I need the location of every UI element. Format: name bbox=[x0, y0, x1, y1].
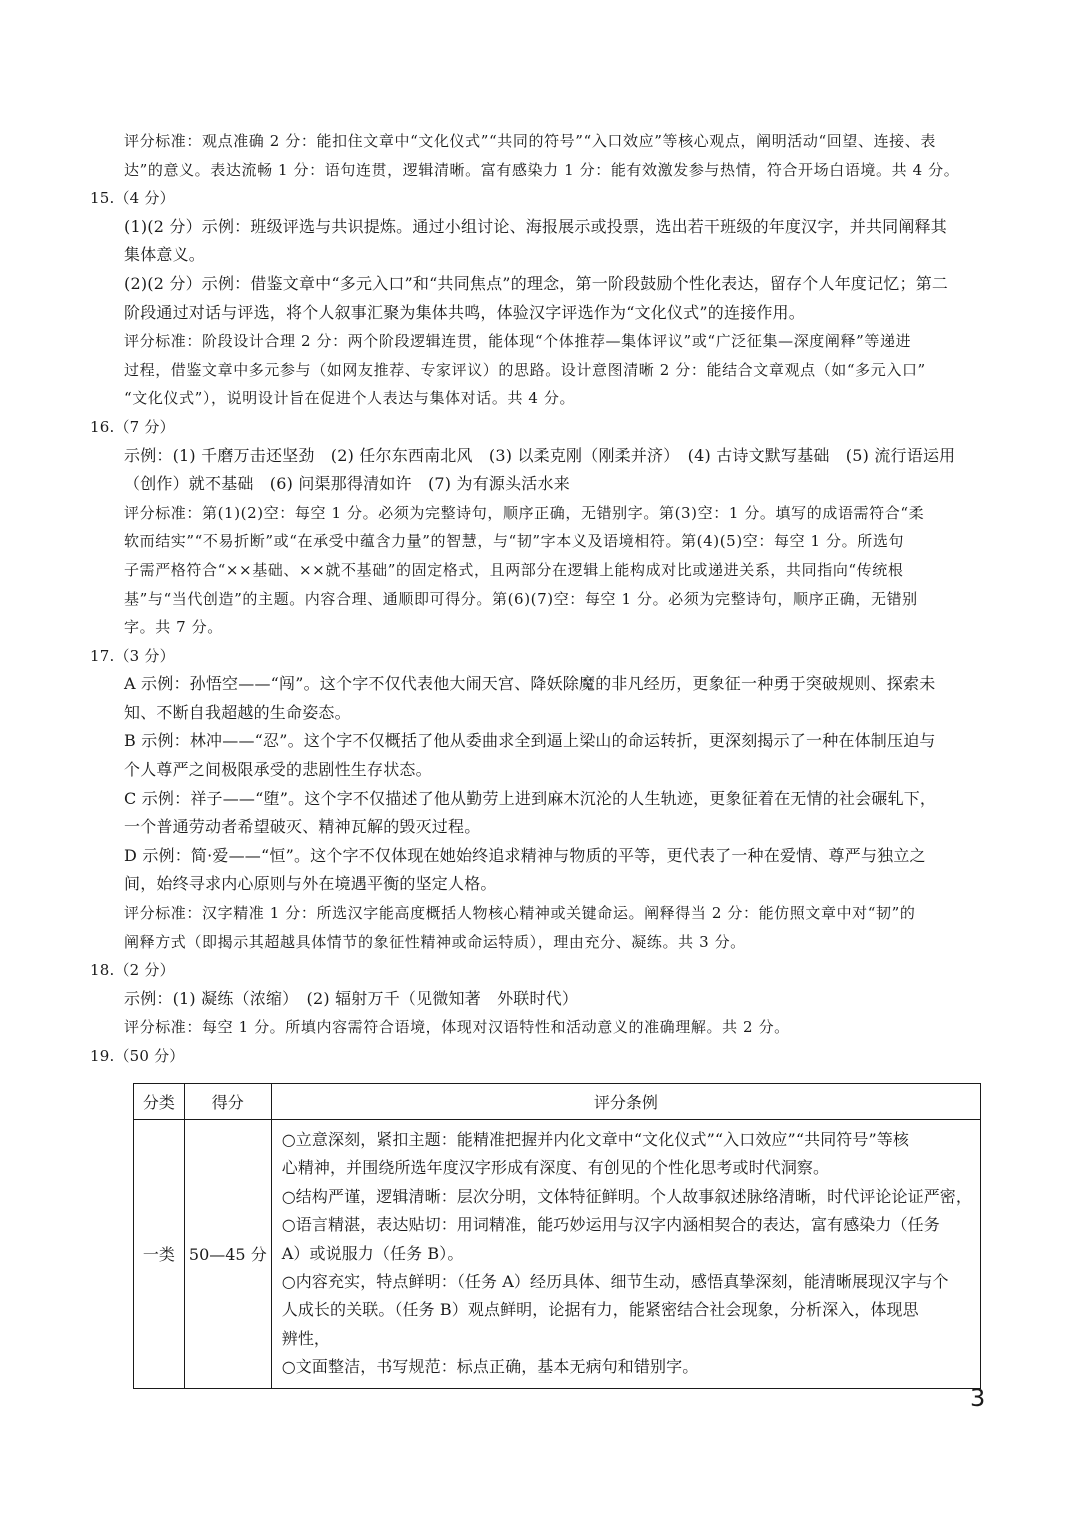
q17-example-d-line2: 间，始终寻求内心原则与外在境遇平衡的坚定人格。 bbox=[124, 874, 497, 894]
q15-part2-example: (2)(2 分）示例：借鉴文章中“多元入口”和“共同焦点”的理念，第一阶段鼓励个性化表达，留存个人年度记忆；第二 bbox=[124, 273, 949, 293]
q16-scoring-standard-line5: 字。共 7 分。 bbox=[124, 618, 223, 637]
essay-rubric-table bbox=[133, 1083, 981, 1389]
rubric-header-row bbox=[134, 1084, 981, 1120]
rubric-criterion-line: ○语言精湛，表达贴切：用词精准，能巧妙运用与汉字内涵相契合的表达，富有感染力（任务 bbox=[281, 1215, 940, 1235]
rubric-header-category: 分类 bbox=[134, 1084, 185, 1120]
q17-example-c-line1: C 示例：祥子——“堕”。这个字不仅描述了他从勤劳上进到麻木沉沦的人生轨迹，更象征着在无情的社会碾轧下， bbox=[124, 788, 937, 808]
q16-heading: 16.（7 分） bbox=[90, 417, 175, 436]
q16-example-line1: 示例：(1) 千磨万击还坚劲 (2) 任尔东西南北风 (3) 以柔克刚（刚柔并济） (4) 古诗文默写基础 (5) 流行语运用 bbox=[124, 445, 956, 465]
q17-example-c-line2: 一个普通劳动者希望破灭、精神瓦解的毁灭过程。 bbox=[124, 817, 481, 837]
q14-scoring-standard-line1: 评分标准：观点准确 2 分：能扣住文章中“文化仪式”“共同的符号”“入口效应”等核心观点，阐明活动“回望、连接、表 bbox=[124, 132, 936, 150]
q18-scoring-standard: 评分标准：每空 1 分。所填内容需符合语境，体现对汉语特性和活动意义的准确理解。共 2 分。 bbox=[124, 1018, 790, 1037]
q17-example-d-line1: D 示例：简·爱——“恒”。这个字不仅体现在她始终追求精神与物质的平等，更代表了一种在爱情、尊严与独立之 bbox=[124, 845, 926, 865]
rubric-score-cell: 50—45 分 bbox=[184, 1120, 271, 1389]
rubric-criterion-line: A）或说服力（任务 B）。 bbox=[281, 1243, 464, 1263]
q16-scoring-standard-line1: 评分标准：第(1)(2)空：每空 1 分。必须为完整诗句，顺序正确，无错别字。第(3)空：1 分。填写的成语需符合“柔 bbox=[124, 503, 925, 522]
q17-scoring-standard-line1: 评分标准：汉字精准 1 分：所选汉字能高度概括人物核心精神或关键命运。阐释得当 2 分：能仿照文章中对“韧”的 bbox=[124, 904, 916, 923]
q15-scoring-standard-line2: 过程，借鉴文章中多元参与（如网友推荐、专家评议）的思路。设计意图清晰 2 分：能结合文章观点（如“多元入口” bbox=[124, 360, 926, 379]
q16-scoring-standard-line2: 软而结实”“不易折断”或“在承受中蕴含力量”的智慧，与“韧”字本义及语境相符。第(4)(5)空：每空 1 分。所选句 bbox=[124, 532, 905, 551]
page-number: 3 bbox=[970, 1384, 986, 1412]
q17-heading: 17.（3 分） bbox=[90, 646, 175, 665]
q16-scoring-standard-line3: 子需严格符合“××基础、××就不基础”的固定格式，且两部分在逻辑上能构成对比或递进关系，共同指向“传统根 bbox=[124, 560, 904, 579]
q15-part1-example: (1)(2 分）示例：班级评选与共识提炼。通过小组讨论、海报展示或投票，选出若干班级的年度汉字，并共同阐释其 bbox=[124, 216, 947, 236]
q18-example: 示例：(1) 凝练（浓缩） (2) 辐射万千（见微知著 外联时代） bbox=[124, 988, 579, 1008]
q14-scoring-standard-line2: 达”的意义。表达流畅 1 分：语句连贯，逻辑清晰。富有感染力 1 分：能有效激发参与热情，符合开场白语境。共 4 分。 bbox=[124, 160, 960, 179]
q17-example-a-line2: 知、不断自我超越的生命姿态。 bbox=[124, 702, 351, 722]
rubric-header-score: 得分 bbox=[184, 1084, 271, 1120]
q15-scoring-standard-line1: 评分标准：阶段设计合理 2 分：两个阶段逻辑连贯，能体现“个体推荐—集体评议”或“广泛征集—深度阐释”等递进 bbox=[124, 332, 912, 351]
rubric-criterion-line: ○立意深刻，紧扣主题：能精准把握并内化文章中“文化仪式”“入口效应”“共同符号”等核 bbox=[281, 1130, 909, 1149]
rubric-criteria-cell bbox=[271, 1120, 980, 1389]
rubric-header-criteria: 评分条例 bbox=[271, 1084, 980, 1120]
q17-scoring-standard-line2: 阐释方式（即揭示其超越具体情节的象征性精神或命运特质），理由充分、凝练。共 3 分。 bbox=[124, 932, 746, 951]
rubric-criterion-line: 心精神，并围绕所选年度汉字形成有深度、有创见的个性化思考或时代洞察。 bbox=[281, 1158, 830, 1178]
q15-heading: 15.（4 分） bbox=[90, 189, 175, 208]
q15-scoring-standard-line3: “文化仪式”），说明设计旨在促进个人表达与集体对话。共 4 分。 bbox=[124, 389, 576, 408]
rubric-criterion-line: ○内容充实，特点鲜明：（任务 A）经历具体、细节生动，感悟真挚深刻，能清晰展现汉字与个 bbox=[281, 1272, 949, 1292]
answer-text-block bbox=[90, 127, 995, 1071]
rubric-criterion-line: 辨性， bbox=[281, 1328, 331, 1348]
rubric-criterion-line: ○结构严谨，逻辑清晰：层次分明，文体特征鲜明。个人故事叙述脉络清晰，时代评论论证严密， bbox=[281, 1186, 972, 1206]
rubric-row-first-class bbox=[134, 1120, 981, 1389]
q15-part2-example-cont: 阶段通过对话与评选，将个人叙事汇聚为集体共鸣，体验汉字评选作为“文化仪式”的连接作用。 bbox=[124, 302, 805, 322]
q17-example-b-line1: B 示例：林冲——“忍”。这个字不仅概括了他从委曲求全到逼上梁山的命运转折，更深刻揭示了一种在体制压迫与 bbox=[124, 731, 936, 751]
q16-scoring-standard-line4: 基”与“当代创造”的主题。内容合理、通顺即可得分。第(6)(7)空：每空 1 分。必须为完整诗句，顺序正确，无错别 bbox=[124, 589, 918, 608]
q18-heading: 18.（2 分） bbox=[90, 961, 175, 980]
q17-example-b-line2: 个人尊严之间极限承受的悲剧性生存状态。 bbox=[124, 760, 432, 780]
rubric-criterion-line: ○文面整洁，书写规范：标点正确，基本无病句和错别字。 bbox=[281, 1357, 699, 1377]
rubric-category-cell: 一类 bbox=[134, 1120, 185, 1389]
q16-example-line2: （创作）就不基础 (6) 问渠那得清如许 (7) 为有源头活水来 bbox=[124, 474, 570, 494]
q17-example-a-line1: A 示例：孙悟空——“闯”。这个字不仅代表他大闹天宫、降妖除魔的非凡经历，更象征一种勇于突破规则、探索未 bbox=[124, 674, 936, 694]
q15-part1-example-cont: 集体意义。 bbox=[124, 245, 206, 265]
rubric-criterion-line: 人成长的关联。（任务 B）观点鲜明，论据有力，能紧密结合社会现象，分析深入，体现思 bbox=[281, 1300, 919, 1320]
q19-heading: 19.（50 分） bbox=[90, 1047, 185, 1065]
